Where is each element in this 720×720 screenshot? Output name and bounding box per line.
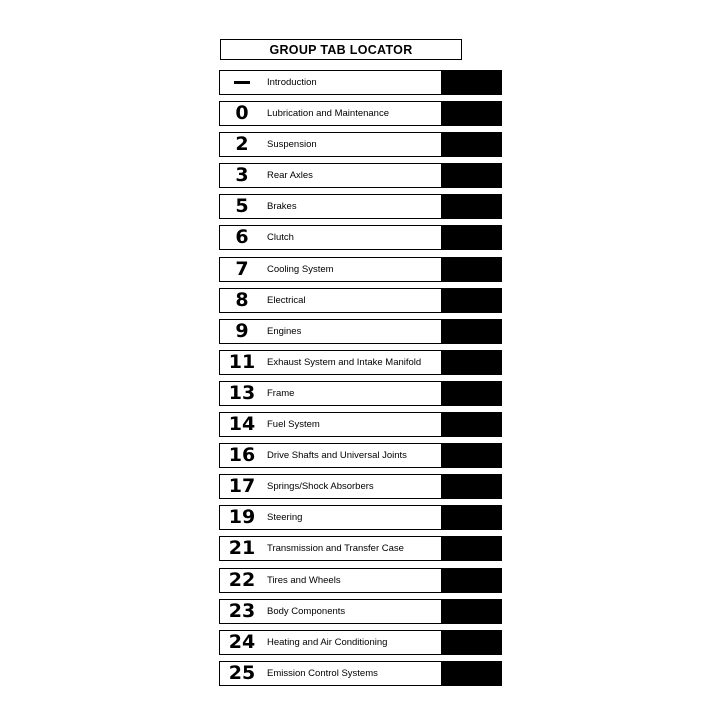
tab-number [220, 73, 264, 92]
tab-cell [219, 163, 441, 188]
tab-marker [441, 70, 502, 95]
tab-cell [219, 319, 441, 344]
tab-row[interactable] [219, 319, 502, 344]
tab-cell [219, 412, 441, 437]
tab-cell [219, 194, 441, 219]
tab-row[interactable] [219, 257, 502, 282]
tab-row[interactable] [219, 412, 502, 437]
tab-number: 13 [228, 381, 256, 404]
tab-row[interactable] [219, 474, 502, 499]
page-title: GROUP TAB LOCATOR [220, 39, 462, 60]
tab-row[interactable] [219, 630, 502, 655]
tab-number: 21 [228, 537, 256, 560]
tab-number: 11 [228, 350, 256, 373]
tab-marker [441, 661, 502, 686]
tab-number: 19 [228, 506, 256, 529]
tab-row[interactable] [219, 288, 502, 313]
tab-number: 0 [235, 102, 249, 125]
tab-cell [219, 661, 441, 686]
tab-cell [219, 443, 441, 468]
tab-label: Brakes [267, 201, 297, 213]
tab-number: 2 [235, 133, 249, 156]
tab-label: Engines [267, 325, 302, 337]
tab-marker [441, 443, 502, 468]
tab-label: Exhaust System and Intake Manifold [267, 356, 422, 368]
tab-number: 25 [228, 661, 256, 684]
tab-marker [441, 599, 502, 624]
tab-number: 7 [235, 257, 249, 280]
tab-label: Introduction [267, 77, 317, 88]
tab-label: Frame [267, 387, 295, 399]
tab-number: 9 [235, 319, 249, 342]
tab-marker [441, 568, 502, 593]
tab-cell [219, 225, 441, 250]
tab-marker [441, 288, 502, 313]
tab-row[interactable] [219, 225, 502, 250]
tab-marker [441, 505, 502, 530]
tab-marker [441, 132, 502, 157]
tab-number: 3 [235, 164, 249, 187]
tab-number: 6 [235, 226, 249, 249]
tab-marker [441, 225, 502, 250]
tab-marker [441, 257, 502, 282]
tab-cell [219, 257, 441, 282]
tab-row[interactable] [219, 194, 502, 219]
tab-marker [441, 194, 502, 219]
tab-cell [219, 474, 441, 499]
tab-cell [219, 630, 441, 655]
tab-row[interactable] [219, 163, 502, 188]
tab-row[interactable] [219, 350, 502, 375]
tab-cell [219, 70, 441, 95]
tab-number: 16 [228, 444, 256, 467]
tab-label: Fuel System [267, 419, 320, 431]
tab-cell [219, 536, 441, 561]
tab-row[interactable] [219, 381, 502, 406]
tab-row[interactable] [219, 443, 502, 468]
tab-cell [219, 505, 441, 530]
tab-label: Drive Shafts and Universal Joints [267, 450, 407, 462]
tab-label: Rear Axles [267, 170, 313, 182]
tab-cell [219, 101, 441, 126]
tab-marker [441, 536, 502, 561]
tab-row[interactable] [219, 505, 502, 530]
tab-number: 23 [228, 599, 256, 622]
tab-cell [219, 350, 441, 375]
tab-cell [219, 288, 441, 313]
tab-marker [441, 163, 502, 188]
tab-number: 22 [228, 568, 256, 591]
tab-row[interactable] [219, 599, 502, 624]
tab-list [219, 70, 502, 692]
tab-label: Clutch [267, 232, 294, 244]
tab-row[interactable] [219, 132, 502, 157]
tab-label: Cooling System [267, 263, 334, 275]
tab-label: Springs/Shock Absorbers [267, 481, 374, 493]
tab-number: 24 [228, 630, 256, 653]
tab-number: 5 [235, 195, 249, 218]
tab-marker [441, 381, 502, 406]
tab-label: Suspension [267, 139, 317, 151]
tab-row[interactable] [219, 568, 502, 593]
tab-marker [441, 474, 502, 499]
tab-marker [441, 412, 502, 437]
tab-label: Emission Control Systems [267, 667, 378, 679]
tab-cell [219, 132, 441, 157]
tab-cell [219, 381, 441, 406]
tab-row[interactable] [219, 101, 502, 126]
tab-marker [441, 101, 502, 126]
tab-row[interactable] [219, 536, 502, 561]
tab-label: Tires and Wheels [267, 574, 341, 586]
tab-label: Body Components [267, 605, 346, 617]
tab-cell [219, 568, 441, 593]
tab-label: Heating and Air Conditioning [267, 636, 388, 648]
tab-marker [441, 350, 502, 375]
tab-number: 17 [228, 475, 256, 498]
tab-label: Steering [267, 512, 303, 524]
tab-marker [441, 319, 502, 344]
tab-number: 14 [228, 413, 256, 436]
tab-label: Electrical [267, 294, 306, 306]
tab-marker [441, 630, 502, 655]
tab-row[interactable] [219, 661, 502, 686]
tab-label: Transmission and Transfer Case [267, 543, 404, 555]
tab-label: Lubrication and Maintenance [267, 108, 390, 120]
tab-number: 8 [235, 288, 249, 311]
tab-row-introduction[interactable] [219, 70, 502, 95]
tab-cell [219, 599, 441, 624]
dash-icon [234, 81, 250, 84]
